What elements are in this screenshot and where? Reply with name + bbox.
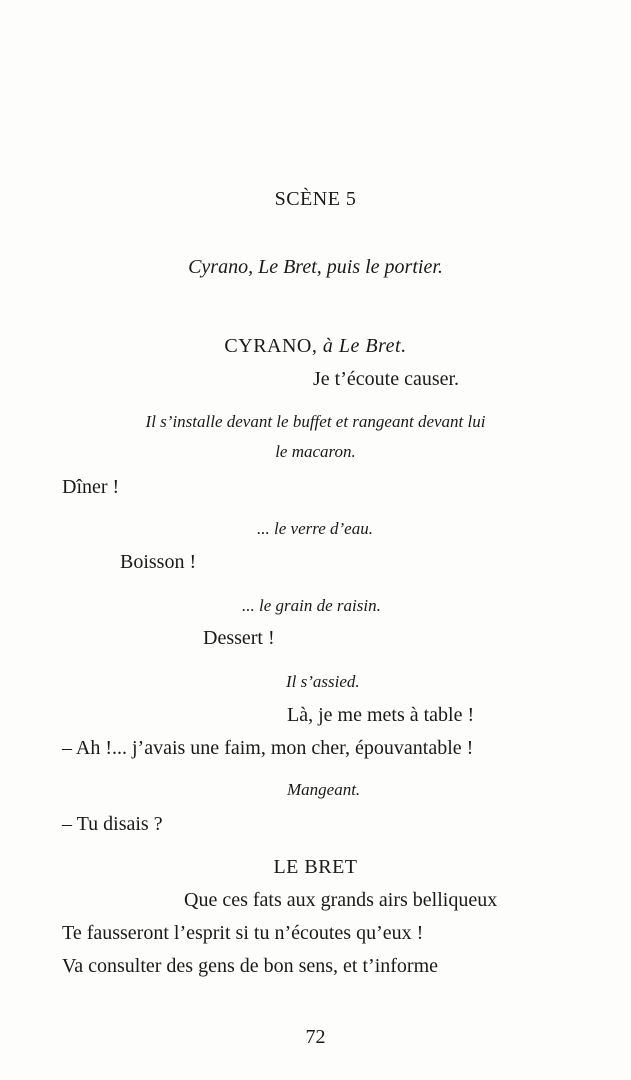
verse-line: Boisson ! [120, 551, 197, 573]
verse-line: Je t’écoute causer. [313, 368, 460, 390]
stage-direction: Mangeant. [287, 780, 361, 799]
verse-line: Là, je me mets à table ! [287, 704, 475, 726]
verse-line: Va consulter des gens de bon sens, et t’informe [62, 955, 439, 977]
speaker-le-bret: LE BRET [273, 856, 358, 878]
speaker-cyrano [0, 336, 631, 356]
verse-line: Dessert ! [203, 627, 275, 649]
speaker-direction: à Le Bret. [322, 335, 407, 357]
verse-line: Que ces fats aux grands airs belliqueux [184, 889, 498, 911]
stage-direction: Il s’assied. [286, 672, 360, 691]
cast-list: Cyrano, Le Bret, puis le portier. [188, 256, 443, 278]
scene-title: SCÈNE 5 [274, 188, 357, 210]
stage-direction: Il s’installe devant le buffet et rangeant devant lui [145, 412, 486, 431]
page-number: 72 [305, 1026, 326, 1048]
verse-line: – Tu disais ? [62, 813, 163, 835]
verse-line: Te fausseront l’esprit si tu n’écoutes qu’eux ! [62, 922, 424, 944]
stage-direction: ... le grain de raisin. [242, 596, 381, 615]
stage-direction: le macaron. [275, 442, 356, 461]
verse-line: – Ah !... j’avais une faim, mon cher, épouvantable ! [62, 737, 474, 759]
verse-line: Dîner ! [62, 476, 120, 498]
speaker-name: CYRANO, [224, 335, 318, 357]
stage-direction: ... le verre d’eau. [257, 519, 373, 538]
